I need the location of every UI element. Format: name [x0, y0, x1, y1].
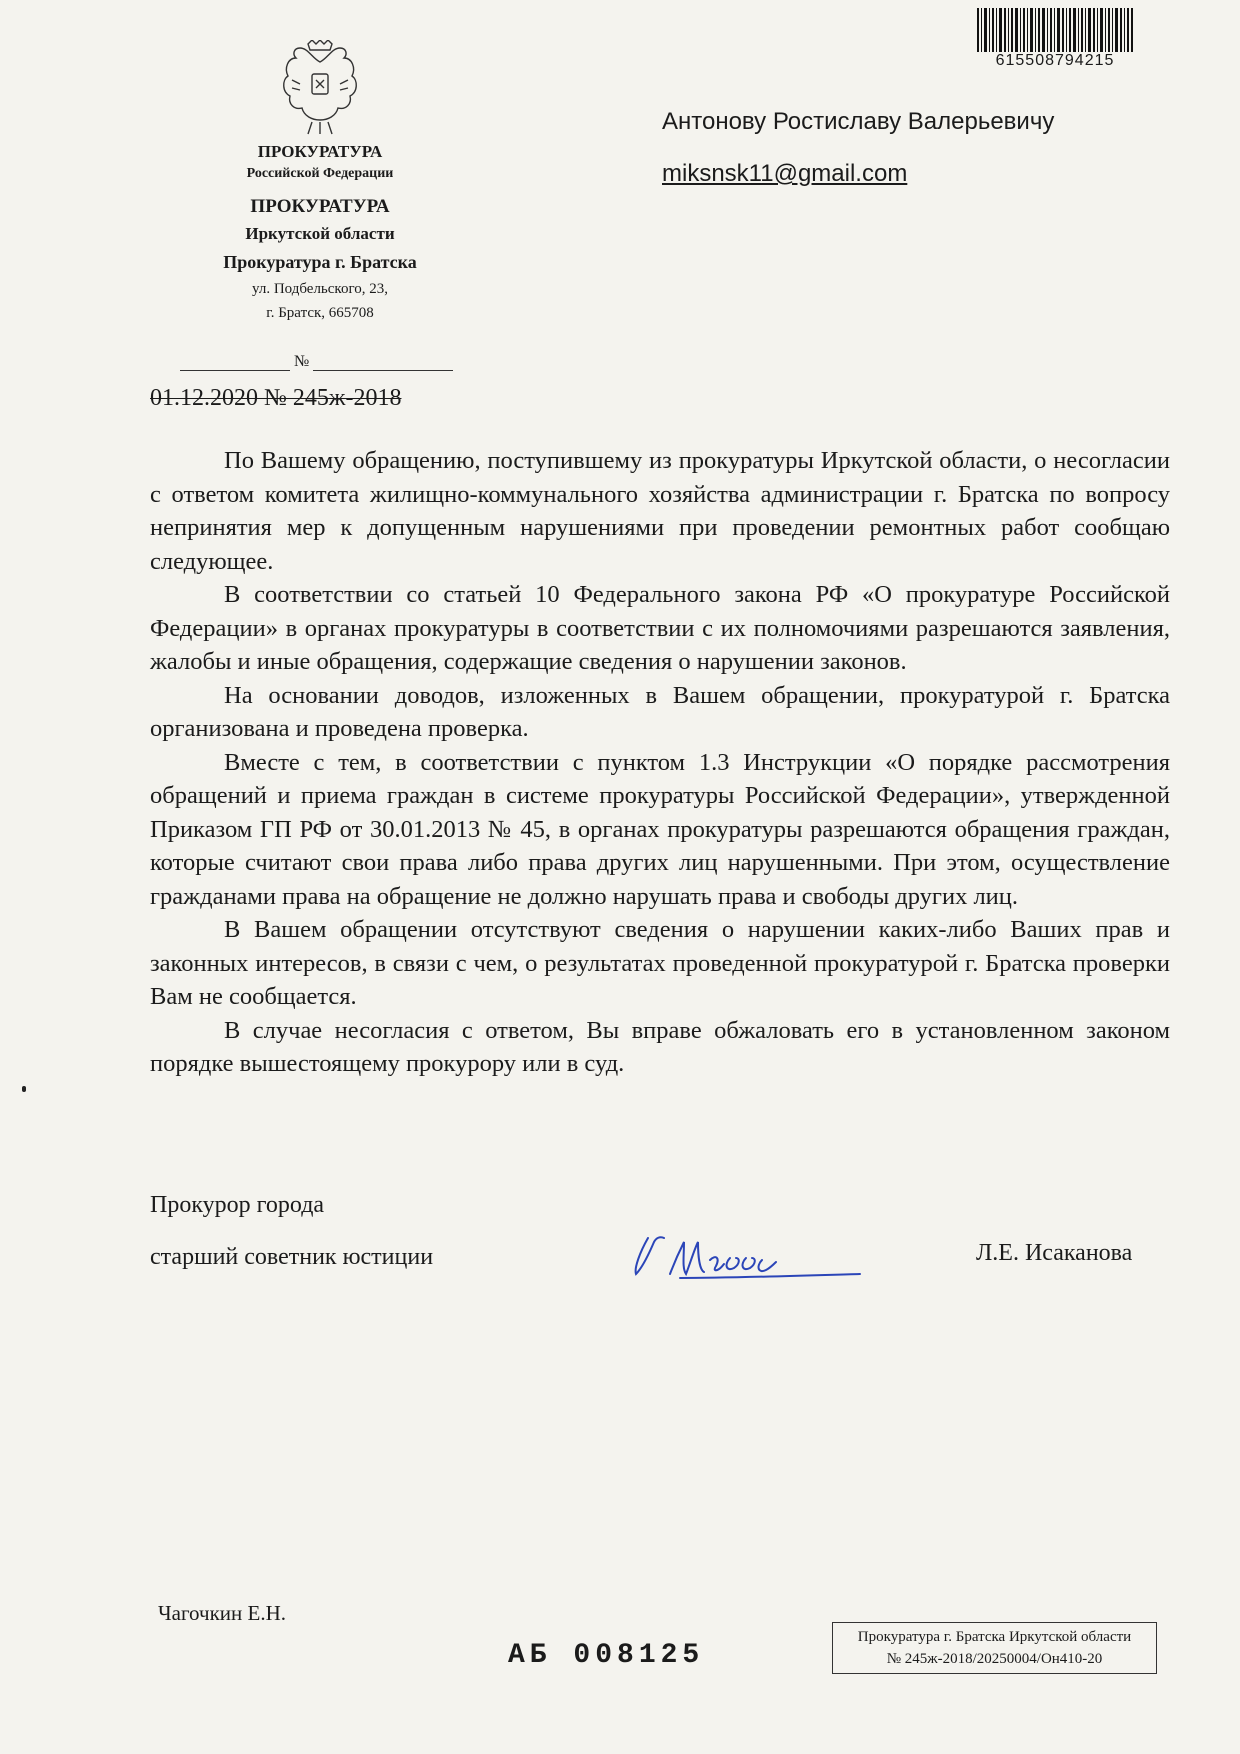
org-name-federal: ПРОКУРАТУРА — [257, 142, 383, 161]
handwritten-signature — [620, 1228, 880, 1284]
signature-icon — [620, 1228, 880, 1284]
org-name-regional: ПРОКУРАТУРА — [250, 196, 390, 217]
signer-position: Прокурор города — [150, 1192, 325, 1218]
signer-name: Л.Е. Исаканова — [976, 1240, 1133, 1266]
signer-rank: старший советник юстиции — [150, 1244, 434, 1270]
letter-body — [150, 444, 1170, 1081]
office-address-street: ул. Подбельского, 23, — [252, 281, 388, 297]
body-paragraph: Вместе с тем, в соответствии с пунктом 1.3 Инструкции «О порядке рассмотрения обращений и приема граждан в системе прокуратуры Российской Федерации», утвержденной Приказом ГП РФ от 30.01.2013 № 45, в органах прокуратуры разрешаются обращения граждан, которые считают свои права либо права других лиц нарушенными. При этом, осуществление гражданами права на обращение не должно нарушать права и свободы других лиц. — [150, 748, 1170, 910]
body-paragraph: По Вашему обращению, поступившему из прокуратуры Иркутской области, о несогласии с ответом комитета жилищно-коммунального хозяйства администрации г. Братска по вопросу непринятия мер к допущенным нарушениями при проведении ремонтных работ сообщаю следующее. — [150, 447, 1170, 575]
stamp-line-office: Прокуратура г. Братска Иркутской области — [857, 1629, 1132, 1645]
scan-speck — [22, 1086, 26, 1092]
barcode-number: 615508794215 — [975, 52, 1135, 70]
coat-of-arms-emblem — [278, 40, 362, 136]
number-sign: № — [294, 353, 310, 370]
body-paragraph: На основании доводов, изложенных в Вашем обращении, прокуратурой г. Братска организована и проведена проверка. — [150, 681, 1170, 742]
body-paragraph: В случае несогласия с ответом, Вы вправе обжаловать его в установленном законом порядке вышестоящему прокурору или в суд. — [150, 1016, 1170, 1077]
office-name: Прокуратура г. Братска — [223, 252, 417, 272]
double-headed-eagle-icon — [278, 40, 362, 136]
body-paragraph: В Вашем обращении отсутствуют сведения о нарушении каких-либо Ваших прав и законных интересов, в связи с чем, о результатах проведенной прокуратурой г. Братска проверки Вам не сообщается. — [150, 916, 1170, 1010]
org-name-federal-sub: Российской Федерации — [246, 166, 394, 181]
body-paragraph: В соответствии со статьей 10 Федерального закона РФ «О прокуратуре Российской Федерации» в органах прокуратуры в соответствии с их полномочиями разрешаются заявления, жалобы и иные обращения, содержащие сведения о нарушении законов. — [150, 581, 1170, 675]
stamp-line-number: № 245ж-2018/20250004/Он410-20 — [886, 1651, 1103, 1667]
date-and-number: 01.12.2020 № 245ж-2018 — [150, 385, 402, 411]
addressee-email: miksnsk11@gmail.com — [662, 160, 908, 187]
form-serial-number: АБ 008125 — [508, 1640, 705, 1671]
office-address-city: г. Братск, 665708 — [266, 305, 374, 321]
number-blank — [313, 352, 453, 371]
addressee-name: Антонову Ростиславу Валерьевичу — [662, 108, 1055, 135]
executor-name: Чагочкин Е.Н. — [158, 1601, 286, 1625]
date-blank — [180, 352, 290, 371]
outgoing-number-blank — [180, 352, 453, 371]
org-name-regional-sub: Иркутской области — [245, 224, 395, 243]
registration-stamp — [832, 1622, 1157, 1674]
